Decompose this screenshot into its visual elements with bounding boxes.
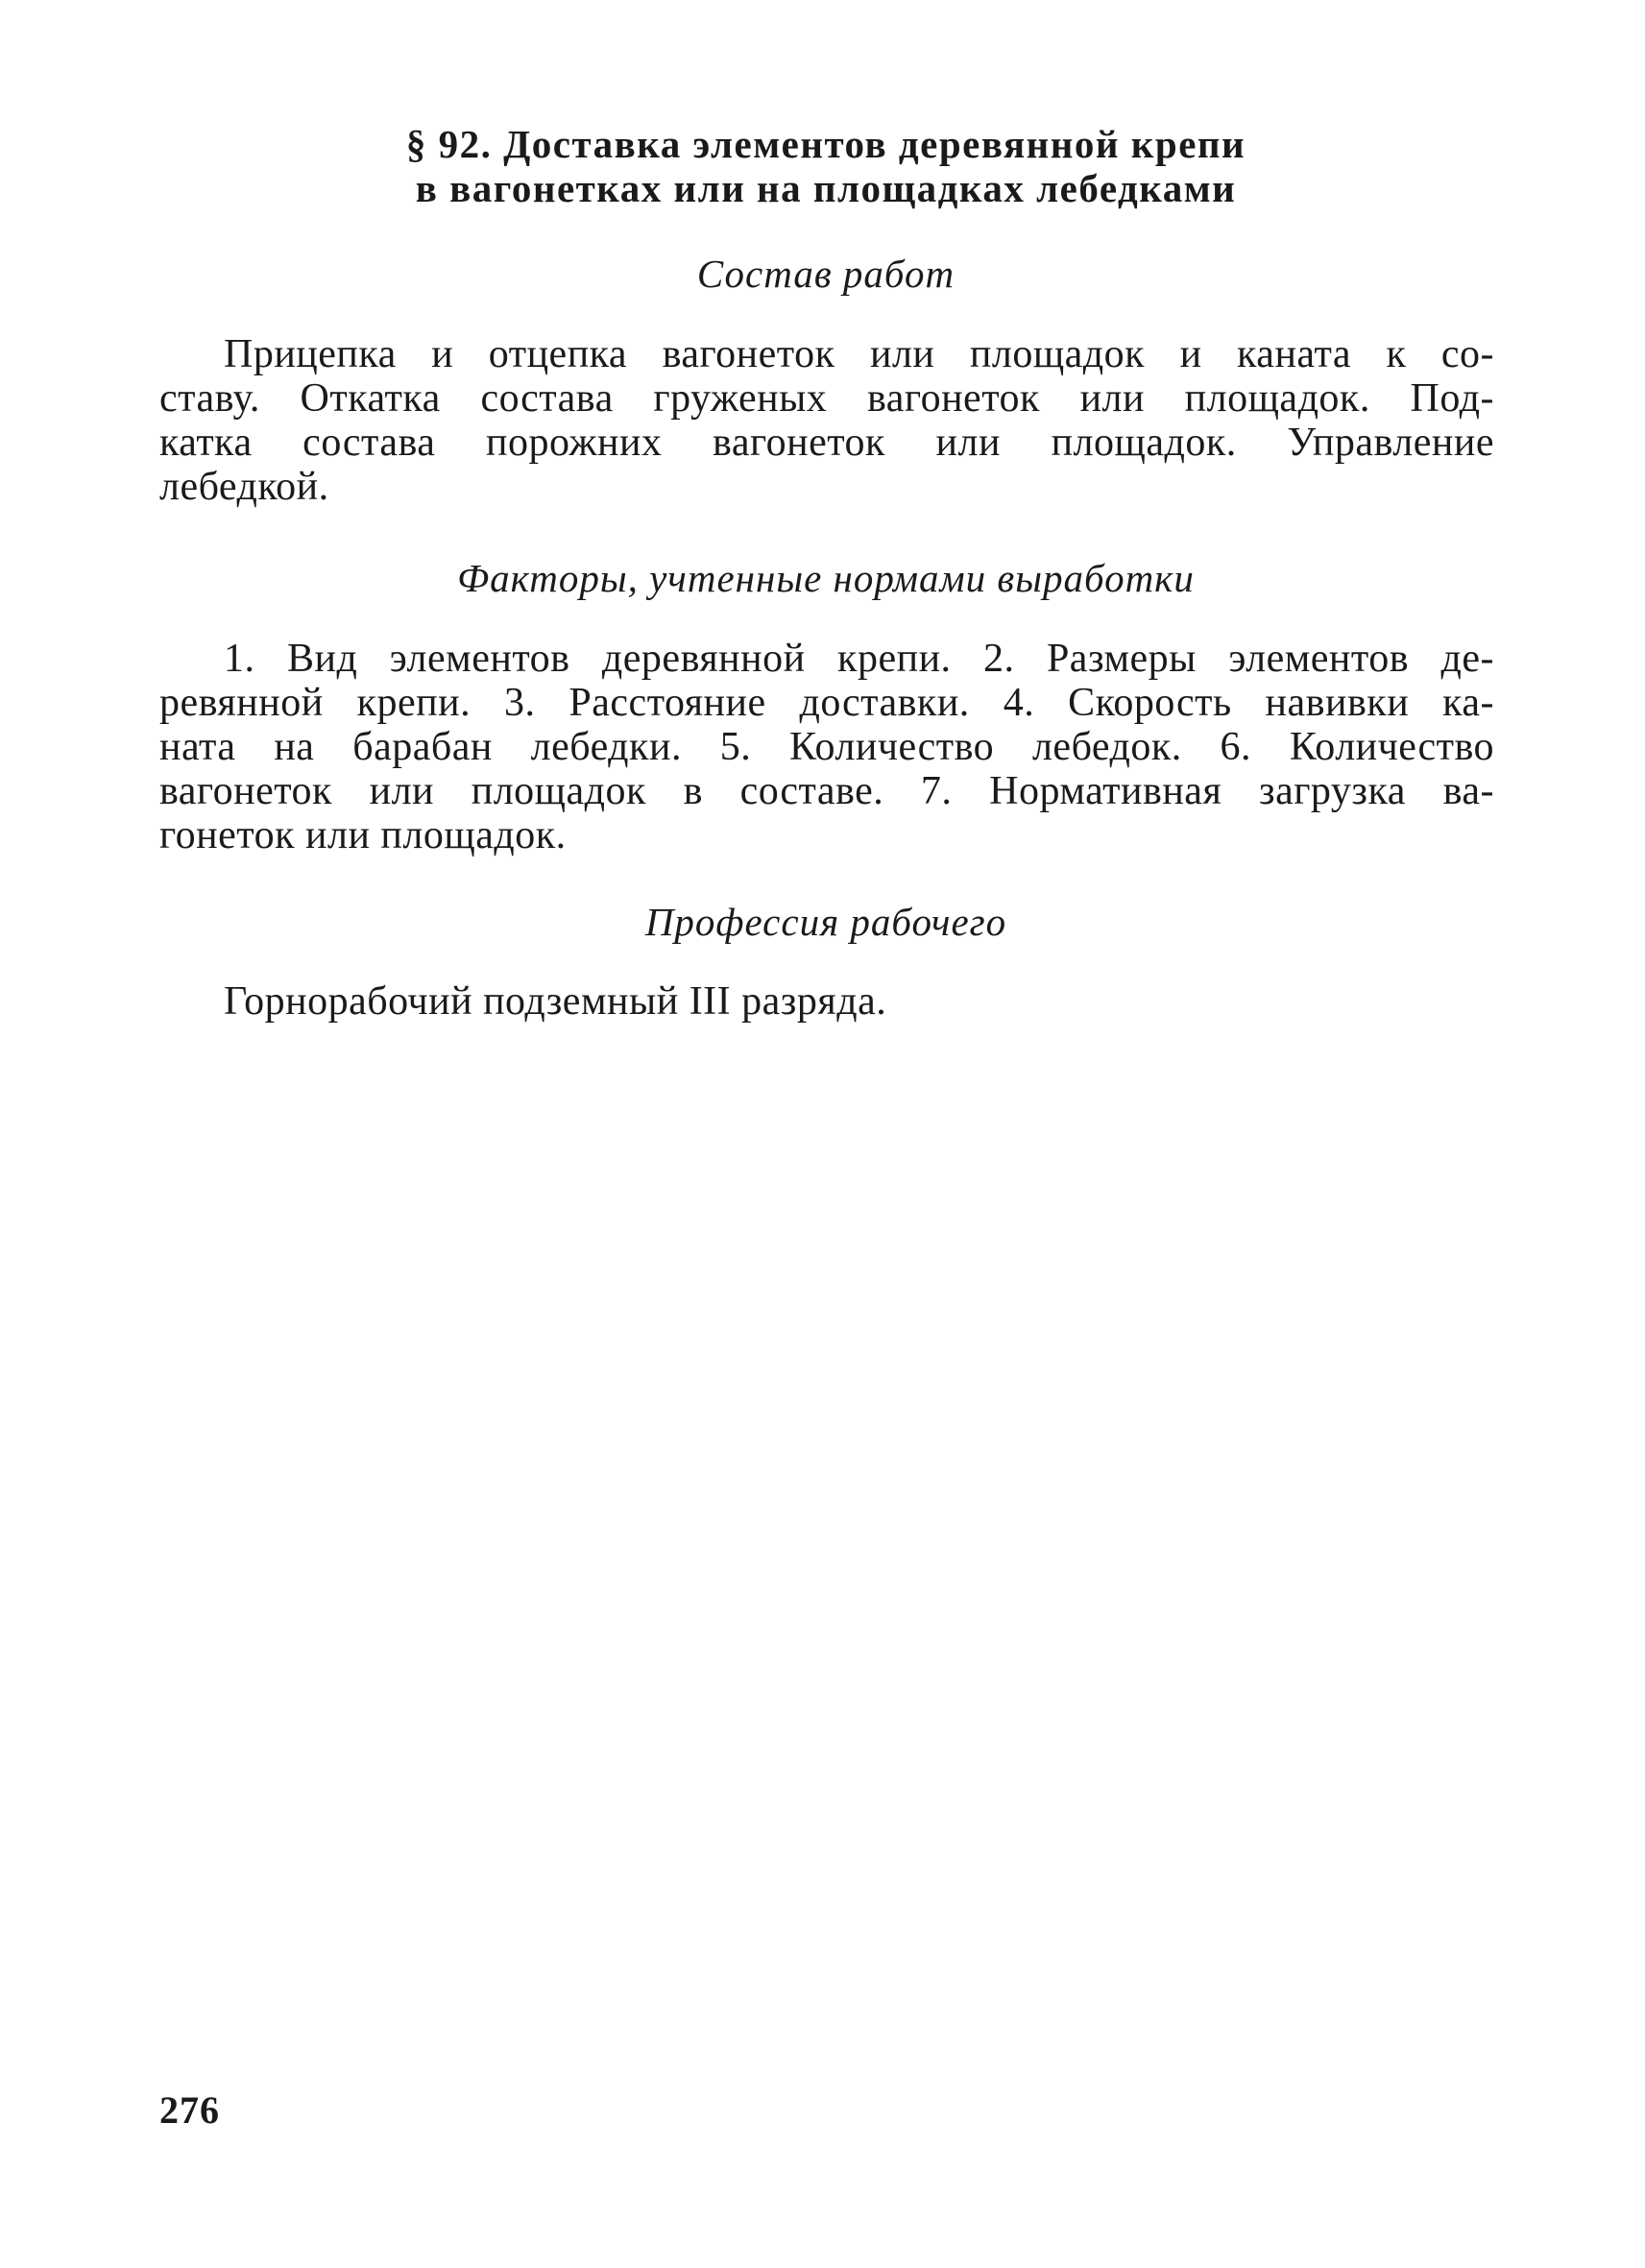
paragraph-line: катка состава порожних вагонеток или площадок. Управление xyxy=(159,421,1494,465)
paragraph-line: ставу. Откатка состава груженых вагонеток или площадок. Под- xyxy=(159,376,1494,421)
worker-profession-heading: Профессия рабочего xyxy=(644,900,1007,944)
paragraph-line: 1. Вид элементов деревянной крепи. 2. Размеры элементов де- xyxy=(224,637,1494,681)
paragraph-line: гонеток или площадок. xyxy=(159,813,567,857)
factors-heading: Факторы, учтенные нормами выработки xyxy=(457,556,1195,600)
paragraph-line: вагонеток или площадок в составе. 7. Нормативная загрузка ва- xyxy=(159,769,1494,813)
page-number: 276 xyxy=(159,2088,220,2132)
paragraph-line: Прицепка и отцепка вагонеток или площадок и каната к со- xyxy=(224,332,1494,376)
factors-paragraph xyxy=(159,637,1494,857)
paragraph-line: ревянной крепи. 3. Расстояние доставки. 4. Скорость навивки ка- xyxy=(159,681,1494,725)
work-composition-heading: Состав работ xyxy=(696,252,956,296)
paragraph-line: лебедкой. xyxy=(159,465,329,509)
worker-profession-text: Горнорабочий подземный III разряда. xyxy=(224,979,887,1024)
section-title-line-2: в вагонетках или на площадках лебедками xyxy=(415,166,1237,210)
paragraph-line: ната на барабан лебедки. 5. Количество лебедок. 6. Количество xyxy=(159,725,1494,769)
work-composition-paragraph xyxy=(159,332,1494,509)
section-title-line-1: § 92. Доставка элементов деревянной крепи xyxy=(405,122,1246,166)
